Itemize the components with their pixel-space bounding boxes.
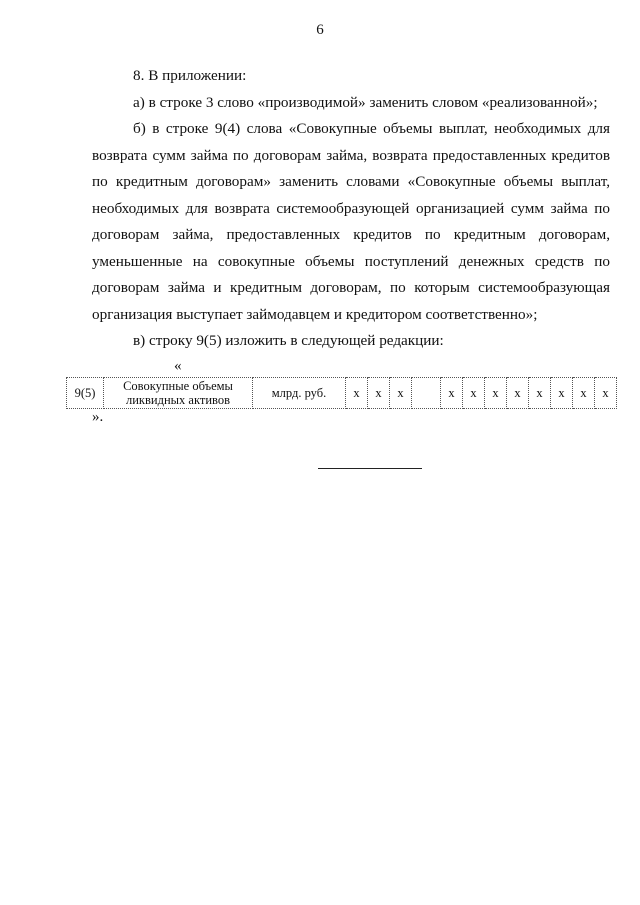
value-cell: х [551, 378, 573, 409]
table-row [67, 378, 617, 409]
value-cell: х [595, 378, 617, 409]
value-cell: х [346, 378, 368, 409]
paragraph-v: в) строку 9(5) изложить в следующей редакции: [133, 332, 444, 349]
paragraph-b: б) в строке 9(4) слова «Совокупные объемы выплат, необходимых для возврата сумм займа по договорам займа, возврата предоставленных кредитов по кредитным договорам» заменить словами «Совокупные объемы выплат, необходимых для возврата системообразующей организацией сумм займа по договорам займа, предоставленных кредитов по кредитным договорам, уменьшенные на совокупные объемы поступлений денежных средств по договорам займа и кредитным договорам, по которым системообразующая организация выступает займодавцем и кредитором соответственно»; [92, 120, 610, 323]
value-cell: х [390, 378, 412, 409]
value-cell: х [463, 378, 485, 409]
value-cell: х [573, 378, 595, 409]
value-cell: х [441, 378, 463, 409]
value-cell: х [507, 378, 529, 409]
value-cell [412, 378, 441, 409]
amendment-text [92, 63, 610, 377]
page-number: 6 [316, 22, 324, 38]
row-9-5-table [66, 377, 617, 409]
value-cell: х [485, 378, 507, 409]
paragraph-a: а) в строке 3 слово «производимой» заменить словом «реализованной»; [133, 93, 598, 111]
end-separator-line [318, 468, 422, 469]
value-cell: х [368, 378, 390, 409]
quote-open: « [174, 356, 182, 374]
value-cell: х [529, 378, 551, 409]
row-unit-cell: млрд. руб. [253, 378, 346, 409]
quote-close: ». [92, 409, 104, 425]
row-name-cell: Совокупные объемы ликвидных активов [104, 378, 253, 409]
row-number-cell: 9(5) [67, 378, 104, 409]
paragraph-8: 8. В приложении: [133, 67, 247, 84]
